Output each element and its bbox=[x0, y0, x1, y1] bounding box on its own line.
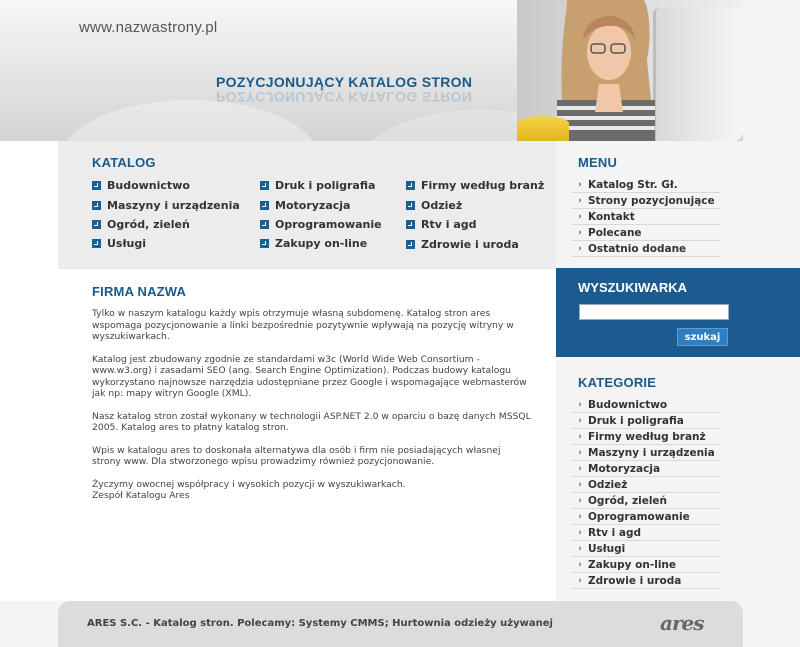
arrow-icon bbox=[260, 201, 269, 210]
chevron-right-icon: › bbox=[578, 243, 582, 254]
menu-title: MENU bbox=[578, 155, 618, 170]
catalog-item-rtv[interactable]: Rtv i agd bbox=[406, 218, 477, 231]
content-paragraph: Tylko w naszym katalogu każdy wpis otrzymuje własną subdomenę. Katalog stron ares wspomaga pozycjonowanie a linki bezpośrednie pozytywnie wpływają na pozycję witryny w wyszukiwarkach. bbox=[92, 308, 514, 342]
category-item[interactable]: › Motoryzacja bbox=[572, 461, 720, 477]
chevron-right-icon: › bbox=[578, 559, 582, 570]
chevron-right-icon: › bbox=[578, 447, 582, 458]
arrow-icon bbox=[406, 181, 415, 190]
chevron-right-icon: › bbox=[578, 399, 582, 410]
chevron-right-icon: › bbox=[578, 511, 582, 522]
catalog-item-zdrowie[interactable]: Zdrowie i uroda bbox=[406, 238, 519, 251]
woman-image bbox=[557, 0, 655, 141]
category-item[interactable]: › Firmy według branż bbox=[572, 429, 720, 445]
arrow-icon bbox=[92, 201, 101, 210]
chevron-right-icon: › bbox=[578, 415, 582, 426]
header-photo bbox=[517, 0, 743, 141]
catalog-item-firmy[interactable]: Firmy według branż bbox=[406, 179, 544, 192]
footer-text[interactable]: ARES S.C. - Katalog stron. Polecamy: Systemy CMMS; Hurtownia odzieży używanej bbox=[87, 618, 553, 629]
search-input[interactable] bbox=[579, 304, 729, 320]
chevron-right-icon: › bbox=[578, 575, 582, 586]
category-item[interactable]: › Druk i poligrafia bbox=[572, 413, 720, 429]
category-item[interactable]: › Usługi bbox=[572, 541, 720, 557]
arrow-icon bbox=[406, 201, 415, 210]
catalog-title: KATALOG bbox=[92, 155, 156, 170]
ares-logo[interactable]: ares bbox=[660, 611, 704, 635]
chevron-right-icon: › bbox=[578, 479, 582, 490]
content-paragraph: Katalog jest zbudowany zgodnie ze standardami w3c (World Wide Web Consortium - www.w3.org) i zasadami SEO (ang. Search Engine Optimization). Podczas budowy katalogu wykorzystano najnowsze narzędzia udostępniane przez Google i wspomagające webmasterów jak np: mapy witryn Google (XML). bbox=[92, 353, 527, 399]
content-paragraph: Życzymy owocnej współpracy i wysokich pozycji w wyszukiwarkach. bbox=[92, 478, 406, 490]
menu-item-polecane[interactable]: › Polecane bbox=[572, 225, 720, 241]
category-item[interactable]: › Odzież bbox=[572, 477, 720, 493]
category-item[interactable]: › Zdrowie i uroda bbox=[572, 573, 720, 589]
catalog-item-odziez[interactable]: Odzież bbox=[406, 199, 462, 212]
arrow-icon bbox=[406, 220, 415, 229]
arrow-icon bbox=[260, 220, 269, 229]
content-signature: Zespół Katalogu Ares bbox=[92, 490, 190, 501]
cup-image bbox=[517, 116, 569, 141]
menu-item-kontakt[interactable]: › Kontakt bbox=[572, 209, 720, 225]
arrow-icon bbox=[92, 220, 101, 229]
content-paragraph: Nasz katalog stron został wykonany w technologii ASP.NET 2.0 w oparciu o bazę danych MSSQL 2005. Katalog ares to płatny katalog stron. bbox=[92, 410, 531, 433]
chevron-right-icon: › bbox=[578, 463, 582, 474]
category-item[interactable]: › Rtv i agd bbox=[572, 525, 720, 541]
catalog-item-zakupy[interactable]: Zakupy on-line bbox=[260, 237, 367, 250]
search-title: WYSZUKIWARKA bbox=[578, 280, 688, 295]
catalog-item-motoryzacja[interactable]: Motoryzacja bbox=[260, 199, 350, 212]
content-body bbox=[92, 308, 532, 502]
arrow-icon bbox=[260, 181, 269, 190]
categories-title: KATEGORIE bbox=[578, 375, 657, 390]
menu-list bbox=[572, 177, 720, 257]
chevron-right-icon: › bbox=[578, 527, 582, 538]
menu-item-home[interactable]: › Katalog Str. Gł. bbox=[572, 177, 720, 193]
site-url[interactable]: www.nazwastrony.pl bbox=[79, 19, 218, 36]
categories-list bbox=[572, 397, 720, 589]
catalog-item-ogrod[interactable]: Ogród, zieleń bbox=[92, 218, 190, 231]
catalog-item-druk[interactable]: Druk i poligrafia bbox=[260, 179, 375, 192]
header-decoration bbox=[60, 100, 320, 141]
arrow-icon bbox=[406, 240, 415, 249]
arrow-icon bbox=[92, 239, 101, 248]
arrow-icon bbox=[260, 239, 269, 248]
category-item[interactable]: › Oprogramowanie bbox=[572, 509, 720, 525]
chevron-right-icon: › bbox=[578, 179, 582, 190]
arrow-icon bbox=[92, 181, 101, 190]
content-paragraph: Wpis w katalogu ares to doskonała alternatywa dla osób i firm nie posiadających własnej strony www. Dla stworzonego wpisu prowadzimy również pozycjonowanie. bbox=[92, 444, 501, 467]
category-item[interactable]: › Budownictwo bbox=[572, 397, 720, 413]
chevron-right-icon: › bbox=[578, 431, 582, 442]
tagline: POZYCJONUJĄCY KATALOG STRON bbox=[216, 74, 473, 90]
chevron-right-icon: › bbox=[578, 211, 582, 222]
header-right-filler bbox=[743, 0, 800, 141]
content-title: FIRMA NAZWA bbox=[92, 284, 187, 299]
chevron-right-icon: › bbox=[578, 495, 582, 506]
chevron-right-icon: › bbox=[578, 227, 582, 238]
chevron-right-icon: › bbox=[578, 195, 582, 206]
catalog-item-maszyny[interactable]: Maszyny i urządzenia bbox=[92, 199, 240, 212]
category-item[interactable]: › Ogród, zieleń bbox=[572, 493, 720, 509]
catalog-item-budownictwo[interactable]: Budownictwo bbox=[92, 179, 190, 192]
menu-item-ostatnio[interactable]: › Ostatnio dodane bbox=[572, 241, 720, 257]
chevron-right-icon: › bbox=[578, 543, 582, 554]
menu-item-strony[interactable]: › Strony pozycjonujące bbox=[572, 193, 720, 209]
category-item[interactable]: › Maszyny i urządzenia bbox=[572, 445, 720, 461]
tagline-reflection: POZYCJONUJĄCY KATALOG STRON bbox=[216, 89, 473, 105]
search-button[interactable]: szukaj bbox=[677, 328, 728, 346]
monitor-image bbox=[653, 8, 743, 141]
catalog-item-uslugi[interactable]: Usługi bbox=[92, 237, 146, 250]
catalog-item-oprogramowanie[interactable]: Oprogramowanie bbox=[260, 218, 382, 231]
category-item[interactable]: › Zakupy on-line bbox=[572, 557, 720, 573]
